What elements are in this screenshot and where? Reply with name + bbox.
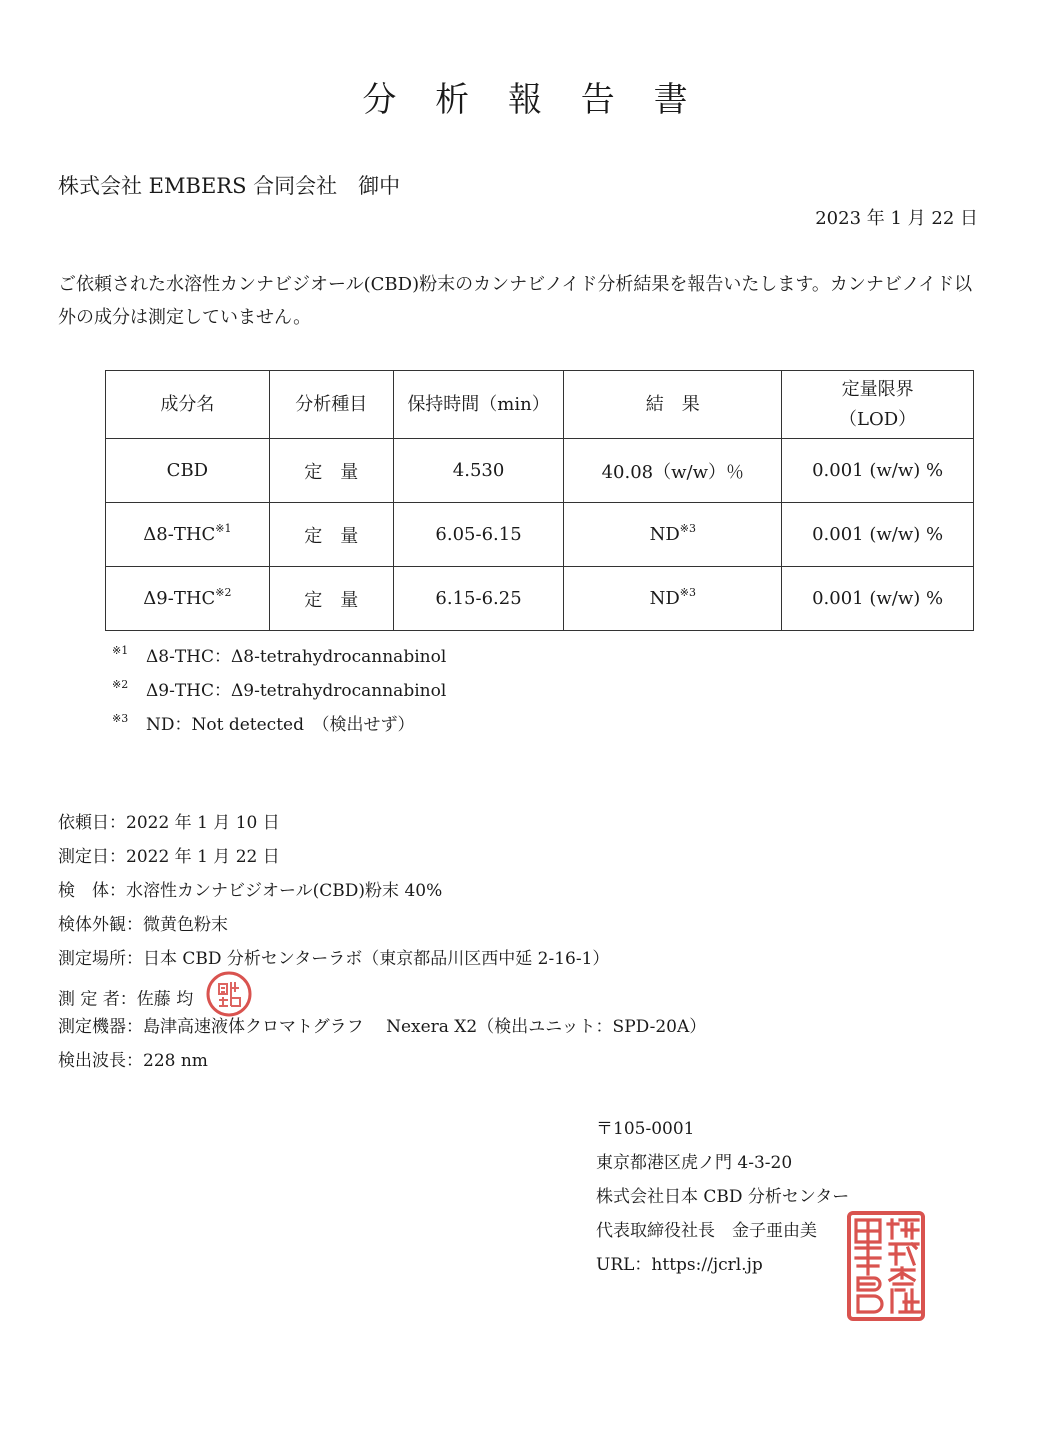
intro-paragraph: ご依頼された水溶性カンナビジオール(CBD)粉末のカンナビノイド分析結果を報告いたします。カンナビノイド以外の成分は測定していません。 xyxy=(58,274,973,328)
request-date: 依頼日：2022 年 1 月 10 日 xyxy=(58,813,280,833)
wavelength: 検出波長：228 nm xyxy=(58,1051,208,1071)
company-url: URL：https://jcrl.jp xyxy=(596,1255,763,1275)
cell-retention-time: 6.15-6.25 xyxy=(393,567,564,631)
appearance: 検体外観：微黄色粉末 xyxy=(58,915,228,935)
header-lod-line1: 定量限界 xyxy=(841,378,914,400)
cell-component: CBD xyxy=(106,439,270,503)
header-lod xyxy=(782,371,974,439)
table-header-row xyxy=(106,371,974,439)
footnotes xyxy=(112,640,446,742)
header-retention-time: 保持時間（min） xyxy=(393,371,564,439)
results-table xyxy=(105,370,974,631)
header-result: 結 果 xyxy=(564,371,782,439)
operator-line xyxy=(58,976,706,1010)
footnote-mark: ※1 xyxy=(112,644,129,657)
header-analysis-type: 分析種目 xyxy=(269,371,393,439)
cell-analysis-type: 定 量 xyxy=(269,503,393,567)
company-seal-stamp xyxy=(846,1210,926,1322)
cell-result: 40.08（w/w）％ xyxy=(564,439,782,503)
measurement-details xyxy=(58,806,706,1078)
footnote xyxy=(112,640,446,674)
cell-component: Δ9-THC$^{※2}$ xyxy=(106,567,270,631)
representative: 代表取締役社長 金子亜由美 xyxy=(596,1221,817,1241)
operator: 測 定 者：佐藤 均 xyxy=(58,989,194,1010)
footnote-mark: ※2 xyxy=(112,678,129,691)
cell-analysis-type: 定 量 xyxy=(269,439,393,503)
document-title: 分 析 報 告 書 xyxy=(362,80,702,120)
cell-result: ND$^{※3}$ xyxy=(564,503,782,567)
addressee: 株式会社 EMBERS 合同会社 御中 xyxy=(58,174,401,198)
header-component: 成分名 xyxy=(106,371,270,439)
table-row xyxy=(106,567,974,631)
footnote xyxy=(112,708,446,742)
company-address: 東京都港区虎ノ門 4-3-20 xyxy=(596,1153,793,1173)
cell-analysis-type: 定 量 xyxy=(269,567,393,631)
cell-retention-time: 6.05-6.15 xyxy=(393,503,564,567)
cell-lod: 0.001 (w/w) % xyxy=(782,439,974,503)
instrument: 測定機器：島津高速液体クロマトグラフ Nexera X2（検出ユニット：SPD-20A） xyxy=(58,1017,707,1037)
postal-code: 〒105-0001 xyxy=(596,1119,695,1139)
company-footer xyxy=(596,1112,849,1282)
cell-lod: 0.001 (w/w) % xyxy=(782,503,974,567)
cell-result: ND$^{※3}$ xyxy=(564,567,782,631)
footnote-mark: ※3 xyxy=(112,712,129,725)
cell-component: Δ8-THC$^{※1}$ xyxy=(106,503,270,567)
footnote-text: ND：Not detected （検出せず） xyxy=(146,715,415,735)
footnote xyxy=(112,674,446,708)
sample: 検 体：水溶性カンナビジオール(CBD)粉末 40% xyxy=(58,881,443,901)
report-date: 2023 年 1 月 22 日 xyxy=(815,208,978,229)
measure-date: 測定日：2022 年 1 月 22 日 xyxy=(58,847,280,867)
location: 測定場所：日本 CBD 分析センターラボ（東京都品川区西中延 2-16-1） xyxy=(58,949,610,969)
footnote-text: Δ9-THC：Δ9-tetrahydrocannabinol xyxy=(146,681,447,701)
cell-retention-time: 4.530 xyxy=(393,439,564,503)
footnote-text: Δ8-THC：Δ8-tetrahydrocannabinol xyxy=(146,647,447,667)
company-name: 株式会社日本 CBD 分析センター xyxy=(596,1187,850,1207)
header-lod-line2: （LOD） xyxy=(839,408,917,430)
cell-lod: 0.001 (w/w) % xyxy=(782,567,974,631)
table-row xyxy=(106,503,974,567)
table-row xyxy=(106,439,974,503)
